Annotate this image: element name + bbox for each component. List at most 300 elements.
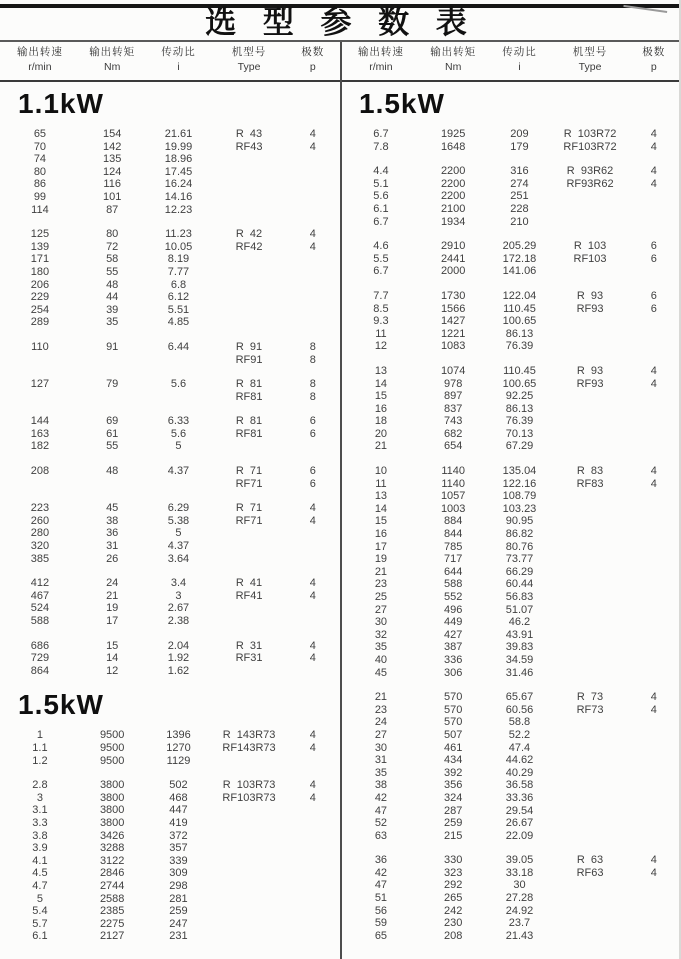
table-row — [0, 316, 340, 329]
table-row — [341, 754, 681, 767]
table-row — [0, 502, 340, 515]
cell: 6 — [309, 415, 316, 428]
cell — [627, 667, 681, 680]
cell: 13 — [374, 364, 388, 377]
cell — [212, 166, 285, 179]
header-unit: Nm — [104, 61, 121, 73]
cell: RF81 — [235, 427, 263, 440]
header-label: 输出转矩 — [430, 46, 477, 58]
cell: 8.19 — [167, 253, 190, 266]
cell: 6 — [650, 302, 657, 315]
cell: 9500 — [99, 741, 125, 754]
cell — [627, 792, 681, 805]
cell: 743 — [444, 415, 463, 428]
cell: R 91 — [235, 340, 263, 353]
cell: 316 — [510, 165, 529, 178]
cell: RF143R73 — [222, 741, 276, 754]
cell: 2200 — [440, 190, 466, 203]
cell: 7.77 — [167, 265, 190, 278]
cell — [553, 328, 626, 341]
cell — [286, 602, 340, 615]
cell — [553, 629, 626, 642]
cell: 502 — [169, 779, 188, 792]
cell: 228 — [510, 202, 529, 215]
cell: 978 — [444, 377, 463, 390]
cell — [286, 855, 340, 868]
section-heading: 1.5kW — [359, 88, 445, 119]
cell: 110.45 — [503, 302, 536, 315]
cell: 86.13 — [505, 327, 534, 340]
cell — [553, 754, 626, 767]
cell: 447 — [169, 804, 188, 817]
cell — [553, 930, 626, 943]
table-row — [341, 817, 681, 830]
cell — [627, 767, 681, 780]
cell: 3.4 — [170, 577, 187, 590]
table-row — [0, 602, 340, 615]
row-group — [341, 465, 681, 679]
cell — [212, 755, 285, 768]
table-row — [341, 616, 681, 629]
cell: 4.4 — [373, 165, 389, 178]
cell: RF63 — [576, 866, 604, 879]
table-row — [0, 590, 340, 603]
cell: 6 — [309, 465, 316, 478]
cell: 16 — [374, 528, 388, 541]
cell: 8 — [309, 353, 316, 366]
column-header — [286, 45, 340, 79]
cell — [553, 541, 626, 554]
header-unit: r/min — [369, 61, 393, 73]
table-row — [341, 854, 681, 867]
header-label: 机型号 — [572, 46, 608, 58]
cell: 4 — [309, 577, 316, 590]
cell: 1.1 — [32, 741, 48, 754]
cell: RF41 — [235, 589, 263, 602]
header-label: 传动比 — [502, 46, 537, 58]
cell — [286, 178, 340, 191]
cell — [286, 316, 340, 329]
cell — [553, 340, 626, 353]
cell: 5 — [175, 440, 182, 453]
header-unit: i — [177, 61, 180, 73]
table-row — [341, 240, 681, 253]
cell: 8.5 — [373, 302, 389, 315]
table-row — [0, 141, 340, 154]
cell: 14 — [374, 377, 388, 390]
cell: 654 — [444, 440, 463, 453]
table-row — [0, 918, 340, 931]
cell: 21 — [106, 589, 119, 602]
cell: 289 — [30, 316, 50, 329]
cell — [286, 304, 340, 317]
cell — [627, 905, 681, 918]
table-row — [341, 917, 681, 930]
cell — [553, 641, 626, 654]
cell: R 71 — [235, 502, 263, 515]
cell: 1140 — [441, 465, 466, 478]
cell — [286, 153, 340, 166]
cell: 182 — [30, 440, 50, 453]
cell — [212, 804, 285, 817]
cell: 27 — [374, 603, 388, 616]
table-row — [341, 390, 681, 403]
cell: 38 — [106, 514, 119, 527]
table-row — [341, 930, 681, 943]
row-group — [341, 240, 681, 278]
table-row — [341, 604, 681, 617]
cell: 682 — [444, 427, 463, 440]
header-unit: Type — [578, 61, 602, 73]
cell: 55 — [106, 265, 119, 278]
cell: 52 — [374, 817, 388, 830]
cell: 265 — [444, 892, 463, 905]
cell — [286, 867, 340, 880]
header-label: 极数 — [301, 46, 325, 58]
cell: 19.99 — [164, 140, 193, 153]
cell: 2910 — [440, 240, 466, 253]
cell — [286, 166, 340, 179]
table-row — [341, 265, 681, 278]
table-row — [0, 391, 340, 404]
cell: 5.6 — [170, 378, 187, 391]
cell: 18.96 — [164, 153, 193, 166]
cell — [627, 716, 681, 729]
cell: 427 — [444, 628, 463, 641]
cell — [627, 578, 681, 591]
cell: 35 — [106, 316, 119, 329]
cell: 330 — [444, 854, 463, 867]
table-row — [341, 328, 681, 341]
cell: 4 — [650, 691, 657, 704]
cell: 3426 — [99, 829, 125, 842]
cell: 154 — [103, 128, 122, 140]
cell — [627, 754, 681, 767]
column-header — [80, 45, 145, 79]
cell: 39.83 — [505, 641, 534, 654]
cell: 144 — [30, 415, 50, 428]
cell: 100.65 — [502, 315, 537, 328]
cell: 60.56 — [505, 703, 534, 716]
cell — [286, 842, 340, 855]
cell: 215 — [444, 829, 463, 842]
cell — [627, 216, 681, 229]
cell — [212, 602, 285, 615]
row-group — [341, 691, 681, 842]
cell: 40.29 — [505, 766, 534, 779]
table-row — [0, 204, 340, 217]
cell: 336 — [444, 653, 463, 666]
row-group — [0, 779, 340, 943]
cell: 6.44 — [167, 340, 190, 353]
cell — [553, 742, 626, 755]
cell: RF103 — [573, 252, 607, 265]
cell: 3.8 — [32, 829, 48, 842]
cell: 14.16 — [164, 190, 193, 203]
cell: 14 — [374, 502, 388, 515]
table-row — [0, 893, 340, 906]
cell — [286, 291, 340, 304]
cell: 208 — [30, 465, 50, 478]
table-row — [341, 203, 681, 216]
table-row — [0, 729, 340, 742]
cell — [627, 892, 681, 905]
cell: RF42 — [235, 240, 263, 253]
cell: 59 — [374, 917, 388, 930]
cell: 92.25 — [505, 390, 534, 403]
table-row — [0, 279, 340, 292]
cell: 1427 — [440, 315, 466, 328]
cell: 4 — [650, 477, 657, 490]
cell: 5.51 — [167, 303, 190, 316]
cell — [286, 665, 340, 678]
table-row — [341, 654, 681, 667]
cell — [627, 328, 681, 341]
cell: 6.1 — [373, 202, 389, 215]
cell: 5.6 — [373, 190, 389, 203]
cell: 6 — [650, 240, 657, 253]
cell: 127 — [30, 378, 50, 391]
table-row — [341, 578, 681, 591]
cell — [627, 591, 681, 604]
cell — [212, 918, 285, 931]
row-group — [0, 415, 340, 453]
cell: 135 — [103, 153, 122, 166]
cell: 42 — [374, 791, 388, 804]
header-label: 极数 — [642, 46, 666, 58]
cell: 70.13 — [505, 427, 534, 440]
cell: 3800 — [99, 816, 125, 829]
cell: 52.2 — [508, 728, 531, 741]
cell: R 31 — [235, 639, 263, 652]
cell: 51.07 — [505, 603, 534, 616]
cell — [627, 917, 681, 930]
cell: 4 — [309, 514, 316, 527]
cell: 135.04 — [502, 465, 537, 478]
table-row — [0, 553, 340, 566]
table-row — [0, 354, 340, 367]
table-row — [341, 729, 681, 742]
cell — [144, 354, 212, 367]
cell: 90.95 — [505, 515, 534, 528]
cell — [212, 855, 285, 868]
cell: 24.92 — [505, 904, 534, 917]
cell: 507 — [444, 728, 463, 741]
cell: 1 — [36, 729, 43, 742]
cell — [286, 527, 340, 540]
cell — [212, 291, 285, 304]
table-row — [341, 641, 681, 654]
cell: 4 — [650, 140, 657, 153]
table-row — [0, 804, 340, 817]
cell: 4 — [309, 228, 316, 241]
cell: 17 — [106, 615, 119, 627]
cell: 259 — [169, 905, 188, 918]
cell: 524 — [30, 602, 50, 615]
cell — [212, 178, 285, 191]
cell — [553, 528, 626, 541]
cell: 4.85 — [167, 316, 190, 329]
cell — [627, 566, 681, 579]
cell: 4 — [309, 140, 316, 153]
cell: 339 — [169, 854, 188, 867]
cell: 247 — [169, 917, 188, 930]
row-group — [341, 854, 681, 942]
table-row — [0, 253, 340, 266]
cell: 36 — [374, 854, 388, 867]
cell: 4 — [309, 589, 316, 602]
cell: 139 — [30, 240, 50, 253]
cell: 72 — [106, 240, 119, 253]
cell: 4 — [650, 377, 657, 390]
cell — [553, 315, 626, 328]
cell: 39 — [106, 303, 119, 316]
cell: 15 — [374, 390, 388, 403]
cell: 179 — [510, 140, 529, 153]
cell: 2275 — [99, 917, 125, 930]
cell: RF73 — [576, 703, 604, 716]
cell: R 81 — [235, 415, 263, 428]
table-row — [341, 141, 681, 154]
cell — [553, 265, 626, 278]
cell: 11.23 — [165, 228, 192, 241]
table-row — [0, 241, 340, 254]
cell: 6.12 — [167, 291, 190, 304]
cell: 114 — [31, 203, 49, 216]
cell: 31 — [106, 540, 119, 553]
cell: 3.3 — [32, 816, 48, 829]
cell: 65 — [374, 929, 388, 942]
cell: 1925 — [440, 128, 466, 140]
cell: R 103R72 — [563, 128, 617, 140]
cell: 2.8 — [32, 779, 48, 792]
cell — [627, 403, 681, 416]
column-header — [485, 45, 553, 79]
cell — [627, 817, 681, 830]
cell — [627, 190, 681, 203]
cell: 468 — [169, 791, 188, 804]
cell: 35 — [374, 766, 388, 779]
table-row — [341, 340, 681, 353]
table-row — [0, 930, 340, 943]
cell — [627, 830, 681, 843]
table-row — [341, 178, 681, 191]
cell: 208 — [444, 929, 463, 942]
cell: 729 — [30, 652, 50, 665]
cell — [286, 279, 340, 292]
cell: 5.5 — [373, 252, 389, 265]
cell: 570 — [444, 691, 463, 704]
cell: 48 — [106, 465, 119, 478]
table-row — [341, 216, 681, 229]
table-left — [0, 88, 340, 955]
cell — [144, 391, 212, 404]
cell — [80, 478, 145, 491]
cell: 1396 — [166, 729, 191, 742]
cell: 60.44 — [505, 578, 534, 591]
table-row — [341, 415, 681, 428]
cell: 61 — [106, 427, 119, 440]
cell — [212, 540, 285, 553]
cell — [553, 203, 626, 216]
cell — [212, 905, 285, 918]
cell: 26.67 — [505, 817, 534, 830]
cell: 22.09 — [505, 829, 534, 842]
cell: 552 — [444, 591, 463, 603]
cell: 5.6 — [170, 427, 187, 440]
cell: 65.67 — [505, 691, 534, 704]
cell: 31 — [374, 754, 388, 767]
cell: 86.13 — [505, 402, 534, 415]
table-row — [0, 817, 340, 830]
cell: 644 — [444, 565, 463, 578]
table-row — [0, 341, 340, 354]
cell: 4 — [650, 465, 657, 478]
cell: 31.46 — [505, 666, 534, 679]
cell — [286, 553, 340, 566]
cell: 1.2 — [32, 754, 48, 767]
cell: 287 — [444, 804, 463, 817]
cell: 6.7 — [373, 215, 389, 228]
cell: 19 — [106, 602, 119, 615]
cell: 2200 — [440, 165, 466, 178]
cell: 5.1 — [373, 177, 389, 190]
cell — [212, 527, 285, 540]
cell: 16 — [374, 402, 388, 415]
table-row — [341, 667, 681, 680]
cell: 3 — [36, 791, 43, 804]
table-row — [341, 566, 681, 579]
row-group — [0, 128, 340, 216]
cell: 251 — [510, 190, 529, 203]
cell — [286, 804, 340, 817]
cell: 2588 — [99, 892, 125, 905]
cell — [553, 591, 626, 604]
cell: 47 — [374, 804, 388, 817]
column-header — [421, 45, 486, 79]
table-header-right — [341, 45, 681, 79]
cell: 2.67 — [167, 602, 190, 615]
cell: 35 — [374, 641, 388, 654]
cell — [627, 742, 681, 755]
cell: 229 — [30, 291, 50, 304]
cell — [627, 490, 681, 503]
cell — [212, 153, 285, 166]
cell: 1057 — [440, 490, 466, 503]
cell — [286, 905, 340, 918]
table-row — [0, 755, 340, 768]
cell: 21.43 — [505, 929, 534, 942]
column-header — [0, 45, 80, 79]
cell — [212, 665, 285, 678]
cell — [627, 390, 681, 403]
cell — [553, 403, 626, 416]
cell: 27.28 — [505, 892, 534, 905]
cell: 884 — [444, 515, 463, 528]
cell: 387 — [444, 641, 463, 654]
cell: 588 — [444, 578, 463, 591]
cell: 6.29 — [167, 502, 190, 515]
table-row — [0, 478, 340, 491]
cell: 56 — [374, 904, 388, 917]
table-row — [0, 527, 340, 540]
cell: 1730 — [440, 289, 466, 302]
cell: 230 — [444, 917, 463, 930]
table-row — [341, 465, 681, 478]
table-row — [0, 304, 340, 317]
cell: 1270 — [166, 741, 191, 754]
cell — [212, 867, 285, 880]
